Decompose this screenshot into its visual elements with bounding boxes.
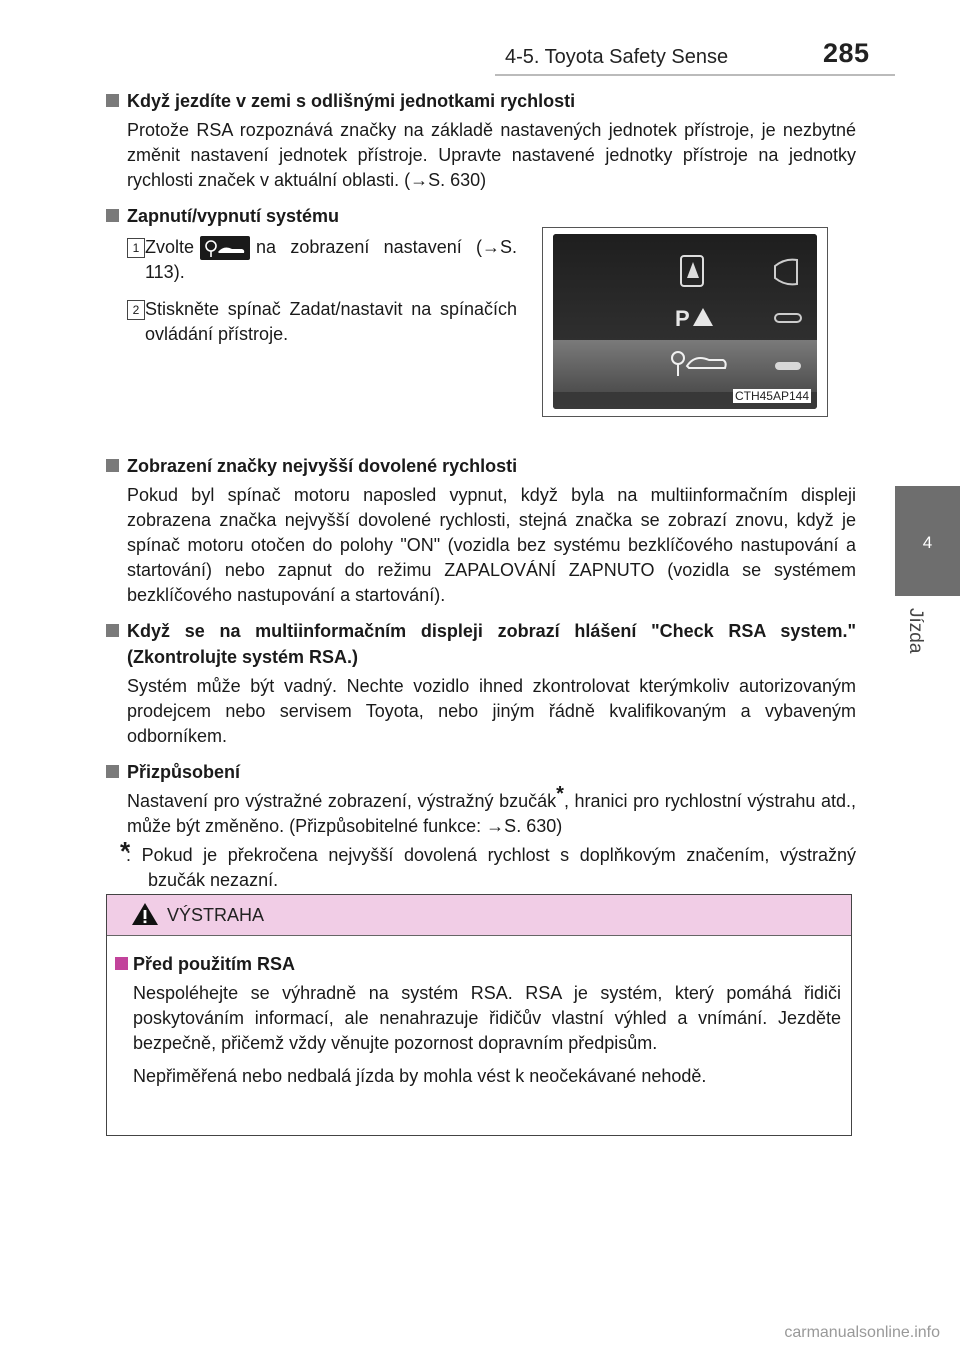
step-number: 2 bbox=[127, 300, 145, 320]
section-heading: Když se na multiinformačním displeji zobrazí hlášení "Check RSA system." (Zkontrolujte systém RSA.) bbox=[106, 618, 856, 670]
step-list bbox=[106, 231, 856, 453]
bullet-square-icon bbox=[106, 209, 119, 222]
warning-paragraph: Nespoléhejte se výhradně na systém RSA. RSA je systém, který pomáhá řidiči poskytováním informací, ale nenahrazuje řidičův vlastní výhled a vnímání. Jezděte bezpečně, přičemž vždy věnujte pozornost dopravním předpisům. bbox=[133, 983, 841, 1053]
warning-header bbox=[107, 895, 851, 936]
section-heading: Přizpůsobení bbox=[106, 759, 856, 785]
footnote: * : Pokud je překročena nejvyšší dovolená rychlost s doplňkovým značením, výstražný bzučák nezazní. bbox=[120, 836, 856, 890]
section-heading: Zobrazení značky nejvyšší dovolené rychlosti bbox=[106, 453, 856, 479]
step-1: 1 Zvolte na zobrazení nastavení (→S. 113). bbox=[127, 235, 517, 285]
header-rule bbox=[495, 74, 895, 76]
warning-triangle-icon bbox=[131, 901, 159, 927]
warning-heading: Před použitím RSA bbox=[115, 951, 841, 977]
figure-code: CTH45AP144 bbox=[734, 389, 809, 403]
warning-body bbox=[115, 951, 841, 1089]
bullet-square-icon bbox=[106, 94, 119, 107]
chapter-tab bbox=[895, 486, 960, 596]
section-heading: Když jezdíte v zemi s odlišnými jednotkami rychlosti bbox=[106, 88, 856, 114]
page-content bbox=[106, 88, 856, 893]
section-title: 4-5. Toyota Safety Sense bbox=[505, 46, 729, 68]
footnote-star: * bbox=[556, 783, 564, 805]
warning-title: VÝSTRAHA bbox=[167, 905, 265, 925]
step-number: 1 bbox=[127, 238, 145, 258]
chapter-number: 4 bbox=[922, 533, 933, 552]
chapter-label-box bbox=[896, 600, 928, 670]
section-paragraph: Nastavení pro výstražné zobrazení, výstražný bzučák*, hranici pro rychlostní výstrahu atd., může být změněno. (Přizpůsobitelné funkce: →S. 630) bbox=[127, 783, 857, 836]
bullet-square-icon bbox=[106, 765, 119, 778]
svg-text:P: P bbox=[675, 306, 690, 331]
display-illustration bbox=[553, 234, 817, 409]
meter-display-image bbox=[553, 234, 817, 409]
bullet-square-icon bbox=[115, 957, 128, 970]
footnote-mark: * bbox=[120, 836, 131, 866]
bullet-square-icon bbox=[106, 624, 119, 637]
page-number: 285 bbox=[823, 38, 870, 68]
warning-box bbox=[106, 894, 852, 1136]
watermark: carmanualsonline.info bbox=[784, 1324, 940, 1341]
rsa-settings-icon bbox=[200, 236, 250, 260]
chapter-label: Jízda bbox=[905, 608, 926, 654]
section-paragraph: Pokud byl spínač motoru naposled vypnut, když byla na multiinformačním displeji zobrazena značka nejvyšší dovolené rychlosti, stejná značka se zobrazí znovu, když je spínač motoru otočen do polohy "ON" (vozidla bez systému bezklíčového nastupování a startování) nebo zapnut do režimu ZAPALOVÁNÍ ZAPNUTO (vozidla se systémem bezklíčového nastupování a startování). bbox=[127, 485, 856, 605]
warning-paragraph: Nepřiměřená nebo nedbalá jízda by mohla vést k neočekávané nehodě. bbox=[133, 1066, 707, 1086]
section-paragraph: Protože RSA rozpoznává značky na základě nastavených jednotek přístroje, je nezbytné změnit nastavení jednotek přístroje. Upravte nastavené jednotky přístroje na jednotky rychlosti značek v aktuální oblasti. (→S. 630) bbox=[127, 120, 856, 190]
page-header bbox=[0, 36, 960, 76]
bullet-square-icon bbox=[106, 459, 119, 472]
step-2: 2 Stiskněte spínač Zadat/nastavit na spínačích ovládání přístroje. bbox=[127, 297, 517, 347]
section-paragraph: Systém může být vadný. Nechte vozidlo ihned zkontrolovat kterýmkoliv autorizovaným prodejcem nebo servisem Toyota, nebo jiným řádně kvalifikovaným a vybaveným odborníkem. bbox=[127, 676, 856, 746]
settings-display-figure bbox=[542, 227, 828, 417]
section-heading: Zapnutí/vypnutí systému bbox=[106, 203, 856, 229]
